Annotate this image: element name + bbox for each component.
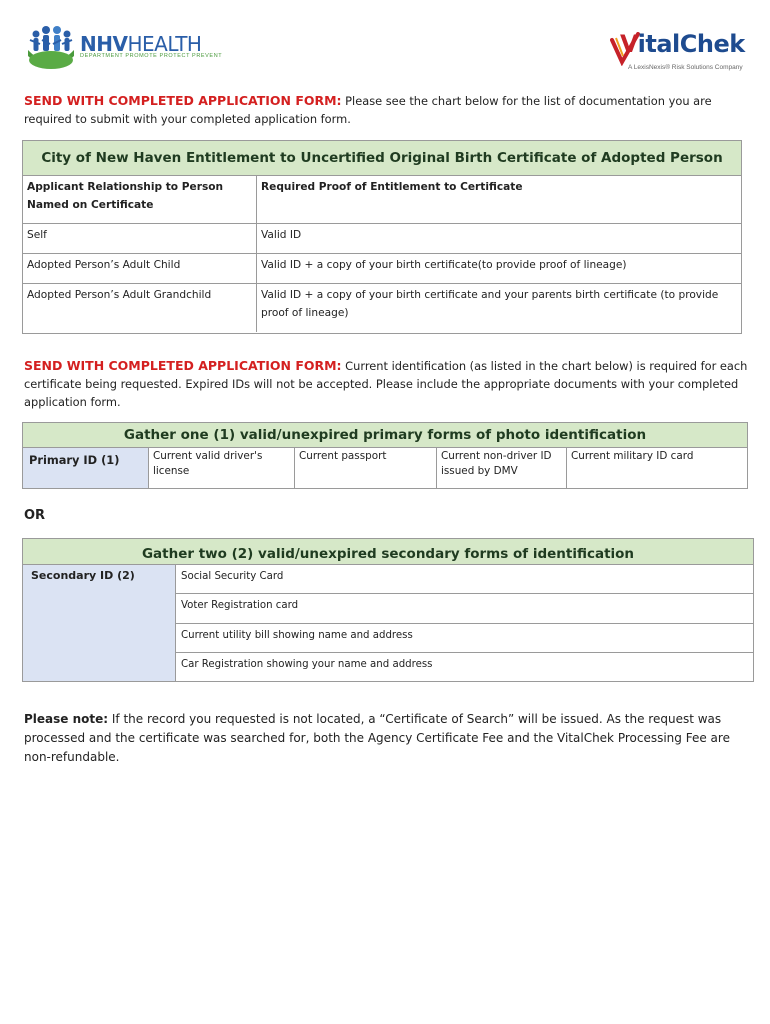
proof-header: Required Proof of Entitlement to Certificate: [261, 181, 523, 193]
proof-cell: Valid ID: [261, 229, 302, 241]
section2-paragraph: [24, 357, 750, 411]
relationship-header: Applicant Relationship to Person Named on Certificate: [23, 176, 257, 223]
entitlement-table-title: City of New Haven Entitlement to Uncertified Original Birth Certificate of Adopted Person: [23, 141, 741, 176]
section2-text: Current identification (as listed in the chart below) is required for each certificate being requested. Expired IDs will not be accepted. Please include the appropriate documents with your completed application form.: [24, 359, 748, 409]
secondary-id-table: [22, 538, 754, 682]
proof-cell: Valid ID + a copy of your birth certificate(to provide proof of lineage): [261, 259, 627, 271]
table-row: [23, 284, 741, 332]
section2-heading: SEND WITH COMPLETED APPLICATION FORM:: [24, 358, 342, 373]
section1-paragraph: [24, 92, 750, 128]
section1-heading: SEND WITH COMPLETED APPLICATION FORM:: [24, 93, 342, 108]
entitlement-table: [22, 140, 742, 334]
primary-id-item: Current non-driver ID issued by DMV: [437, 448, 567, 488]
relationship-cell: Adopted Person’s Adult Grandchild: [23, 284, 257, 332]
section1-text: Please see the chart below for the list of documentation you are required to submit with your completed application form.: [24, 94, 712, 126]
primary-id-item: Current military ID card: [571, 450, 694, 462]
nhv-tagline: DEPARTMENT PROMOTE PROTECT PREVENT: [80, 53, 223, 59]
secondary-id-label: Secondary ID (2): [23, 565, 175, 681]
primary-id-table: [22, 422, 748, 489]
secondary-id-item: Social Security Card: [175, 565, 753, 594]
nhv-family-icon: [26, 22, 76, 70]
secondary-id-item: Car Registration showing your name and address: [175, 653, 753, 681]
primary-id-item: Current passport: [295, 448, 437, 488]
table-row: [23, 224, 741, 254]
secondary-id-item: Current utility bill showing name and address: [175, 624, 753, 653]
primary-id-title: Gather one (1) valid/unexpired primary forms of photo identification: [23, 423, 747, 448]
primary-id-label: Primary ID (1): [23, 448, 149, 488]
or-label: OR: [24, 508, 46, 523]
secondary-id-title: Gather two (2) valid/unexpired secondary forms of identification: [23, 539, 753, 565]
refund-note: [24, 710, 754, 767]
nhv-health-logo: NHVHEALTH DEPARTMENT PROMOTE PROTECT PREVENT: [26, 22, 216, 70]
relationship-cell: Adopted Person’s Adult Child: [23, 254, 257, 283]
vitalchek-tagline: A LexisNexis® Risk Solutions Company: [628, 64, 743, 71]
proof-cell: Valid ID + a copy of your birth certificate and your parents birth certificate (to provide proof of lineage): [261, 289, 719, 319]
note-label: Please note:: [24, 712, 109, 726]
note-text: If the record you requested is not located, a “Certificate of Search” will be issued. As the request was processed and the certificate was searched for, both the Agency Certificate Fee and the VitalChek Processing Fee are non-refundable.: [24, 712, 730, 764]
vitalchek-logo: VitalChek A LexisNexis® Risk Solutions Company: [612, 30, 746, 76]
primary-id-item: Current valid driver's license: [149, 448, 295, 488]
secondary-id-item: Voter Registration card: [175, 594, 753, 623]
table-header-row: [23, 176, 741, 224]
table-row: [23, 254, 741, 284]
relationship-cell: Self: [23, 224, 257, 253]
